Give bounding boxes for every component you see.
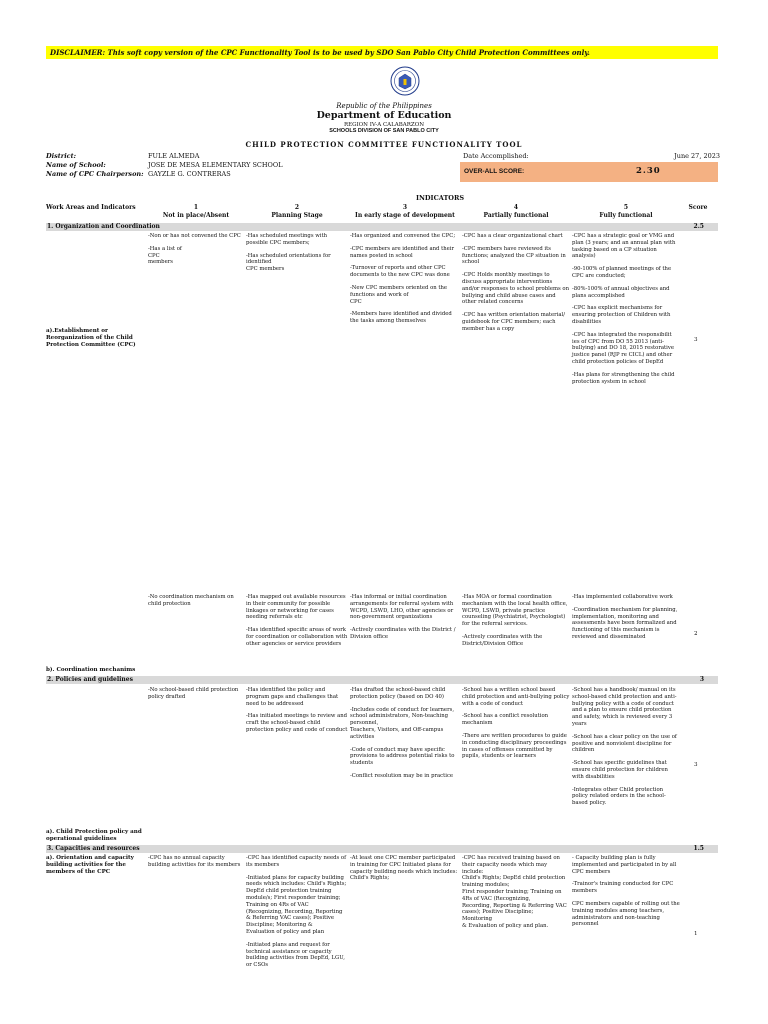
- indicator-text: -Turnover of reports and other CPC documents to the new CPC was done: [350, 265, 450, 279]
- row-3a-level-3: [350, 855, 460, 888]
- row-2a-label: a). Child Protection policy and operational guidelines: [46, 829, 142, 842]
- division-heading: SCHOOLS DIVISION OF SAN PABLO CITY: [329, 128, 439, 134]
- district-label: District:: [46, 152, 77, 160]
- row-1b-level-3: [350, 594, 460, 647]
- level-2-num: 2: [294, 204, 300, 211]
- indicator-text: -There are written procedures to guide in conducting disciplinary proceedings in cases of offenses committed by pupils, students or learners: [462, 732, 567, 760]
- date-value: June 27, 2023: [674, 152, 720, 160]
- indicator-text: -Trainor's training conducted for CPC members: [572, 881, 674, 895]
- indicator-text: -School has a clear policy on the use of positive and nonviolent discipline for children: [572, 733, 677, 754]
- department-heading: Department of Education: [316, 110, 452, 121]
- row-2a-level-3: [350, 687, 460, 786]
- district-value: FULE ALMEDA: [148, 152, 200, 160]
- row-1a-level-1: [148, 233, 244, 272]
- row-1a-level-5: [572, 233, 680, 391]
- indicator-text: -CPC members have reviewed its functions; analyzed the CP situation in school: [462, 245, 566, 266]
- row-1b-score: 2: [694, 631, 698, 637]
- level-3-num: 3: [402, 204, 408, 211]
- indicator-text: -Has initiated meetings to review and craft the school-based child protection policy and code of conduct: [246, 713, 348, 733]
- section-score: 1.5: [693, 845, 704, 852]
- indicator-text: -Has plans for strengthening the child protection system in school: [572, 371, 675, 385]
- date-label: Date Accomplished:: [463, 152, 529, 160]
- indicator-text: -Includes code of conduct for learners, school administrators, Non-teaching personnel, Teachers, Visitors, and Off-campus activities: [350, 706, 455, 740]
- indicator-text: -CPC has received training based on their capacity needs which may include: Child's Rights; DepEd child protection training modules; First responder training; Training on 4Rs of VAC (Recognizing, Recording, Reporting & Referring VAC cases); Positive Discipline; Monitoring & Evaluation of policy and plan.: [462, 855, 567, 929]
- indicator-text: -Coordination mechanism for planning, implementation, monitoring and assessments have been formalized and functioning of this mechanism is reviewed and disseminated: [572, 606, 678, 640]
- row-2a-level-5: [572, 687, 680, 813]
- indicators-heading: INDICATORS: [415, 194, 465, 202]
- indicator-text: -No coordination mechanism on child protection: [148, 594, 234, 607]
- indicator-text: -CPC Holds monthly meetings to discuss appropriate interventions and/or responses to school problems on bullying and child abuse cases and other related concerns: [462, 272, 569, 306]
- indicator-text: -Integrates other Child protection policy related orders in the school-based policy.: [572, 786, 666, 807]
- indicator-text: -Has drafted the school-based child protection policy (based on DO 40): [350, 687, 446, 700]
- level-1-name: Not in place/Absent: [162, 212, 230, 219]
- indicator-text: - Capacity building plan is fully implemented and participated in by all CPC members: [572, 855, 677, 875]
- indicator-text: -Has a list of CPC members: [148, 245, 182, 266]
- indicator-text: -Members have identified and divided the tasks among themselves: [350, 311, 452, 325]
- school-value: JOSE DE MESA ELEMENTARY SCHOOL: [148, 161, 283, 169]
- republic-heading: Republic of the Philippines: [336, 102, 432, 110]
- score-header: Score: [688, 204, 708, 211]
- indicator-text: -CPC has a clear organizational chart: [462, 233, 563, 239]
- row-1a-level-2: [246, 233, 348, 279]
- section-organization-band: [46, 223, 718, 231]
- section-title: 2. Policies and guidelines: [47, 676, 133, 683]
- indicator-text: -Has informal or initial coordination arrangements for referral system with WCPD, LSWD, LHO, other agencies or non-government organizations: [350, 594, 454, 621]
- row-1a-score: 3: [694, 337, 698, 343]
- row-2a-level-1: [148, 687, 244, 707]
- indicator-text: -Has MOA or formal coordination mechanism with the local health office, WCPD, LSWD, private practice counseling (Psychiatrist, Psychologist) for the referral services.: [462, 594, 568, 628]
- overall-score-value: 2.30: [636, 166, 661, 176]
- row-3a-label: a). Orientation and capacity building activities for the members of the CPC: [46, 855, 134, 875]
- section-title: 1. Organization and Coordination: [47, 223, 160, 230]
- tool-title: CHILD PROTECTION COMMITTEE FUNCTIONALITY TOOL: [245, 140, 523, 149]
- row-1b-level-4: [462, 594, 570, 654]
- overall-score-label: OVER-ALL SCORE:: [464, 168, 525, 175]
- overall-score-box: [460, 162, 718, 182]
- row-2a-level-2: [246, 687, 348, 740]
- row-3a-level-1: [148, 855, 244, 875]
- level-4-num: 4: [513, 204, 519, 211]
- row-3a-score: 1: [694, 931, 698, 937]
- section-title: 3. Capacities and resources: [47, 845, 140, 852]
- row-2a-level-4: [462, 687, 570, 766]
- indicator-text: -Non or has not convened the CPC: [148, 233, 241, 239]
- indicator-text: -School has a handbook/ manual on its school-based child protection and anti-bullying policy with a code of conduct and a plan to ensure child protection and safety, which is reviewed every 3 years: [572, 687, 677, 727]
- indicator-text: -CPC has identified capacity needs of its members: [246, 855, 347, 868]
- indicator-text: CPC members capable of rolling out the training modules among teachers, administrators and non-teaching personnel: [572, 900, 680, 928]
- indicator-text: -School has specific guidelines that ensure child protection for children with disabilities: [572, 760, 668, 780]
- row-3a-level-2: [246, 855, 348, 975]
- level-4-name: Partially functional: [483, 212, 549, 219]
- indicator-text: -CPC has explicit mechanisms for ensuring protection of Children with disabilities: [572, 305, 671, 325]
- indicator-text: -Actively coordinates with the District / Division office: [350, 627, 456, 640]
- deped-seal-icon: [390, 66, 420, 96]
- indicator-text: -Has mapped out available resources in their community for possible linkages or networking for cases needing referrals etc: [246, 594, 346, 621]
- row-1b-level-2: [246, 594, 348, 654]
- row-3a-level-5: [572, 855, 680, 934]
- indicator-text: -School has a written school based child protection and anti-bullying policy with a code of conduct: [462, 687, 570, 707]
- indicator-text: -Initiated plans and request for technical assistance or capacity building activities from DepEd, LGU, or CSOs: [246, 941, 345, 969]
- section-score: 3: [699, 676, 704, 683]
- indicator-text: -Has scheduled orientations for identified CPC members: [246, 252, 331, 273]
- indicator-text: -School has a conflict resolution mechanism: [462, 713, 549, 727]
- level-5-num: 5: [623, 204, 629, 211]
- disclaimer-banner: DISCLAIMER: This soft copy version of the CPC Functionality Tool is to be used by SDO San Pablo City Child Protection Committees only.: [46, 46, 718, 59]
- row-1b-level-1: [148, 594, 244, 614]
- indicator-text: -Has organized and convened the CPC;: [350, 233, 456, 239]
- row-1a-level-4: [462, 233, 570, 339]
- chairperson-value: GAYZLE G. CONTRERAS: [148, 170, 231, 178]
- indicator-text: -Initiated plans for capacity building needs which includes: Child's Rights; DepEd child protection training module/s; First responder training; Training on 4Rs of VAC (Recognizing, Recording, Reporting & Referring VAC cases); Positive Discipline; Monitoring & Evaluation of policy and plan: [246, 874, 347, 935]
- work-areas-header: Work Areas and Indicators: [46, 204, 136, 211]
- indicator-text: -Has scheduled meetings with possible CPC members;: [246, 233, 327, 246]
- row-2a-score: 3: [694, 762, 698, 768]
- indicator-text: -Conflict resolution may be in practice: [350, 772, 454, 779]
- indicator-text: -CPC has written orientation material/ guidebook for CPC members; each member has a copy: [462, 312, 566, 332]
- indicator-text: -Has identified specific areas of work for coordination or collaboration with other agencies or service providers: [246, 627, 348, 647]
- indicator-text: -CPC members are identified and their names posted in school: [350, 245, 455, 259]
- indicator-text: -CPC has a strategic goal or VMG and plan (3 years; and an annual plan with tasking based on a CP situation analysis): [572, 233, 676, 260]
- section-score: 2.5: [693, 223, 704, 230]
- row-1b-label: b). Coordination mechanims: [46, 667, 136, 673]
- row-3a-level-4: [462, 855, 570, 936]
- indicator-text: -At least one CPC member participated in training for CPC Initiated plans for capacity building needs which includes: Child's Rights;: [350, 855, 458, 882]
- row-1b-level-5: [572, 594, 680, 647]
- section-policies-band: [46, 676, 718, 684]
- indicator-text: -CPC has integrated the responsibilit ies of CPC from DO 55 2013 (anti-bullying) and DO 18, 2015 restorative justice panel (RJP re CICL) and other child protection policies of DepEd: [572, 331, 674, 365]
- row-1a-label: a).Establishment or Reorganization of the Child Protection Committee (CPC): [46, 328, 136, 348]
- level-5-name: Fully functional: [599, 212, 653, 219]
- level-3-name: In early stage of development: [355, 212, 455, 219]
- indicator-text: -90-100% of planned meetings of the CPC are conducted;: [572, 266, 672, 279]
- indicator-text: -Has identified the policy and program gaps and challenges that need to be addressed: [246, 687, 339, 707]
- section-capacities-band: [46, 845, 718, 853]
- school-label: Name of School:: [46, 161, 106, 169]
- indicator-text: -Actively coordinates with the District/Division Office: [462, 633, 543, 647]
- indicator-text: -CPC has no annual capacity building activities for its members: [148, 855, 241, 868]
- chairperson-label: Name of CPC Chairperson:: [46, 170, 144, 178]
- indicator-text: -Code of conduct may have specific provisions to address potential risks to students: [350, 746, 455, 767]
- indicator-text: -New CPC members oriented on the functions and work of CPC: [350, 284, 448, 305]
- level-2-name: Planning Stage: [271, 212, 323, 219]
- indicator-text: -Has implemented collaborative work: [572, 594, 673, 600]
- row-1a-level-3: [350, 233, 460, 331]
- level-1-num: 1: [193, 204, 199, 211]
- indicator-text: -No school-based child protection policy drafted: [148, 687, 239, 700]
- region-heading: REGION IV-A CALABARZON: [343, 122, 425, 128]
- indicator-text: -80%-100% of annual objectives and plans accomplished: [572, 285, 670, 299]
